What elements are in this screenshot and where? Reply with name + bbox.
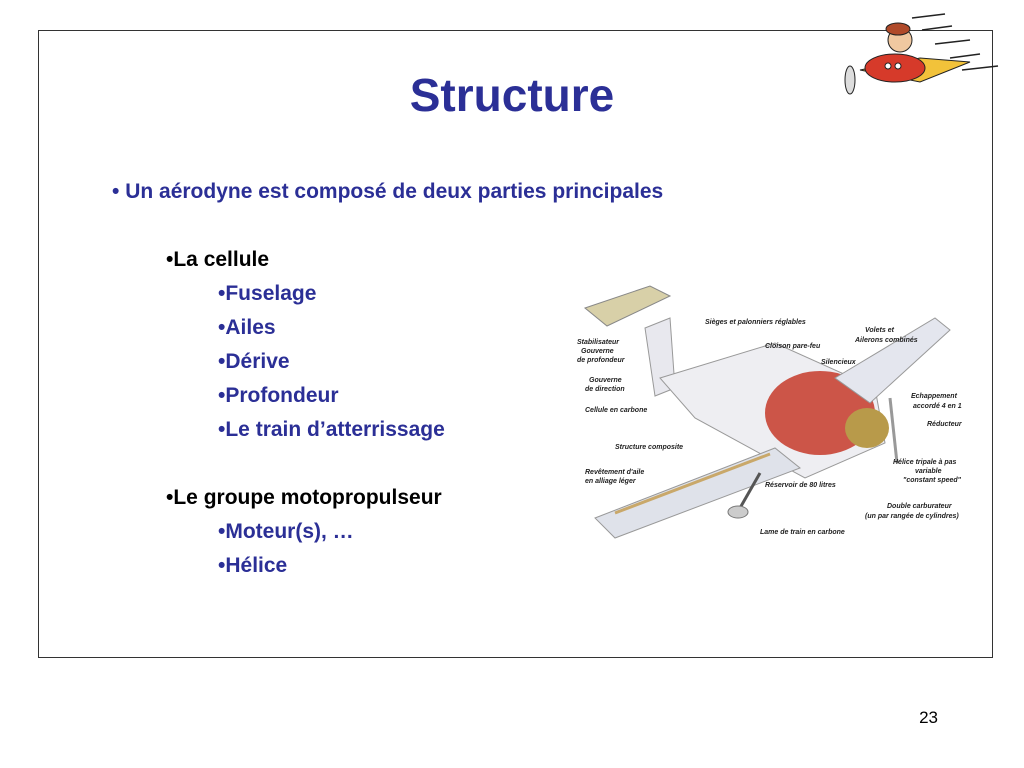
eye-shape [885,63,891,69]
list-item-text: Ailes [225,316,276,339]
label-cloison: Cloison pare-feu [765,343,821,350]
label-reducteur: Réducteur [927,421,962,428]
label-stab-3: de profondeur [577,357,625,364]
intro-bullet: • Un aérodyne est composé de deux parties principales [112,180,664,203]
cartoon-plane-icon [840,10,1000,100]
label-helice-1: Hélice tripale à pas [893,459,957,466]
engine-cutaway [845,408,889,448]
label-revet-2: en alliage léger [585,478,636,485]
stabilizer-shape [585,286,670,326]
speed-line [912,14,945,18]
label-revet-1: Revêtement d'aile [585,469,645,476]
list-item-text: Dérive [225,350,290,373]
label-cellule: Cellule en carbone [585,407,648,414]
speed-line [935,40,970,44]
list-item: •Dérive [218,350,290,373]
label-volets-1: Volets et [865,327,894,334]
wheel-shape [728,506,748,518]
list-item: •Moteur(s), … [218,520,354,543]
aircraft-cutaway-diagram [575,268,975,558]
label-helice-2: variable [915,468,942,475]
label-gouv-2: de direction [585,386,625,393]
speed-line [922,26,952,30]
list-item-text: Le train d’atterrissage [225,418,445,441]
list-item: •Ailes [218,316,276,339]
list-item-text: Fuselage [225,282,317,305]
plane-body [865,54,925,82]
label-silencieux: Silencieux [821,359,856,366]
list-item: •Profondeur [218,384,339,407]
group-moteur-heading: •Le groupe motopropulseur [166,486,442,509]
speed-line [950,54,980,58]
propeller-shape [845,66,855,94]
label-carbu-2: (un par rangée de cylindres) [865,513,959,520]
list-item-text: Profondeur [225,384,339,407]
label-gouv-1: Gouverne [589,377,622,384]
label-lame: Lame de train en carbone [760,529,845,536]
slide-title: Structure [409,69,615,121]
page-number: 23 [919,708,938,727]
label-structure: Structure composite [615,444,684,451]
label-reservoir: Réservoir de 80 litres [765,482,836,489]
propeller-shape [890,398,897,463]
speed-line [962,66,998,70]
label-carbu-1: Double carburateur [887,503,952,510]
label-stab-1: Stabilisateur [577,339,620,346]
group-cellule-label: La cellule [173,248,270,271]
label-sieges: Sièges et palonniers réglables [705,319,806,326]
label-echap-2: accordé 4 en 1 [913,403,962,410]
left-wing-shape [595,448,800,538]
list-item: •Fuselage [218,282,317,305]
list-item: •Hélice [218,554,288,577]
label-helice-3: "constant speed" [903,477,961,484]
label-volets-2: Ailerons combinés [855,337,918,344]
label-echap-1: Echappement [911,393,957,400]
eye-shape [895,63,901,69]
group-cellule-heading: •La cellule [166,248,270,271]
list-item-text: Moteur(s), … [225,520,354,543]
group-moteur-label: Le groupe motopropulseur [173,486,442,509]
label-stab-2: Gouverne [581,348,614,355]
pilot-cap [886,23,910,35]
intro-text: Un aérodyne est composé de deux parties principales [125,180,664,203]
list-item-text: Hélice [225,554,288,577]
list-item: •Le train d’atterrissage [218,418,445,441]
